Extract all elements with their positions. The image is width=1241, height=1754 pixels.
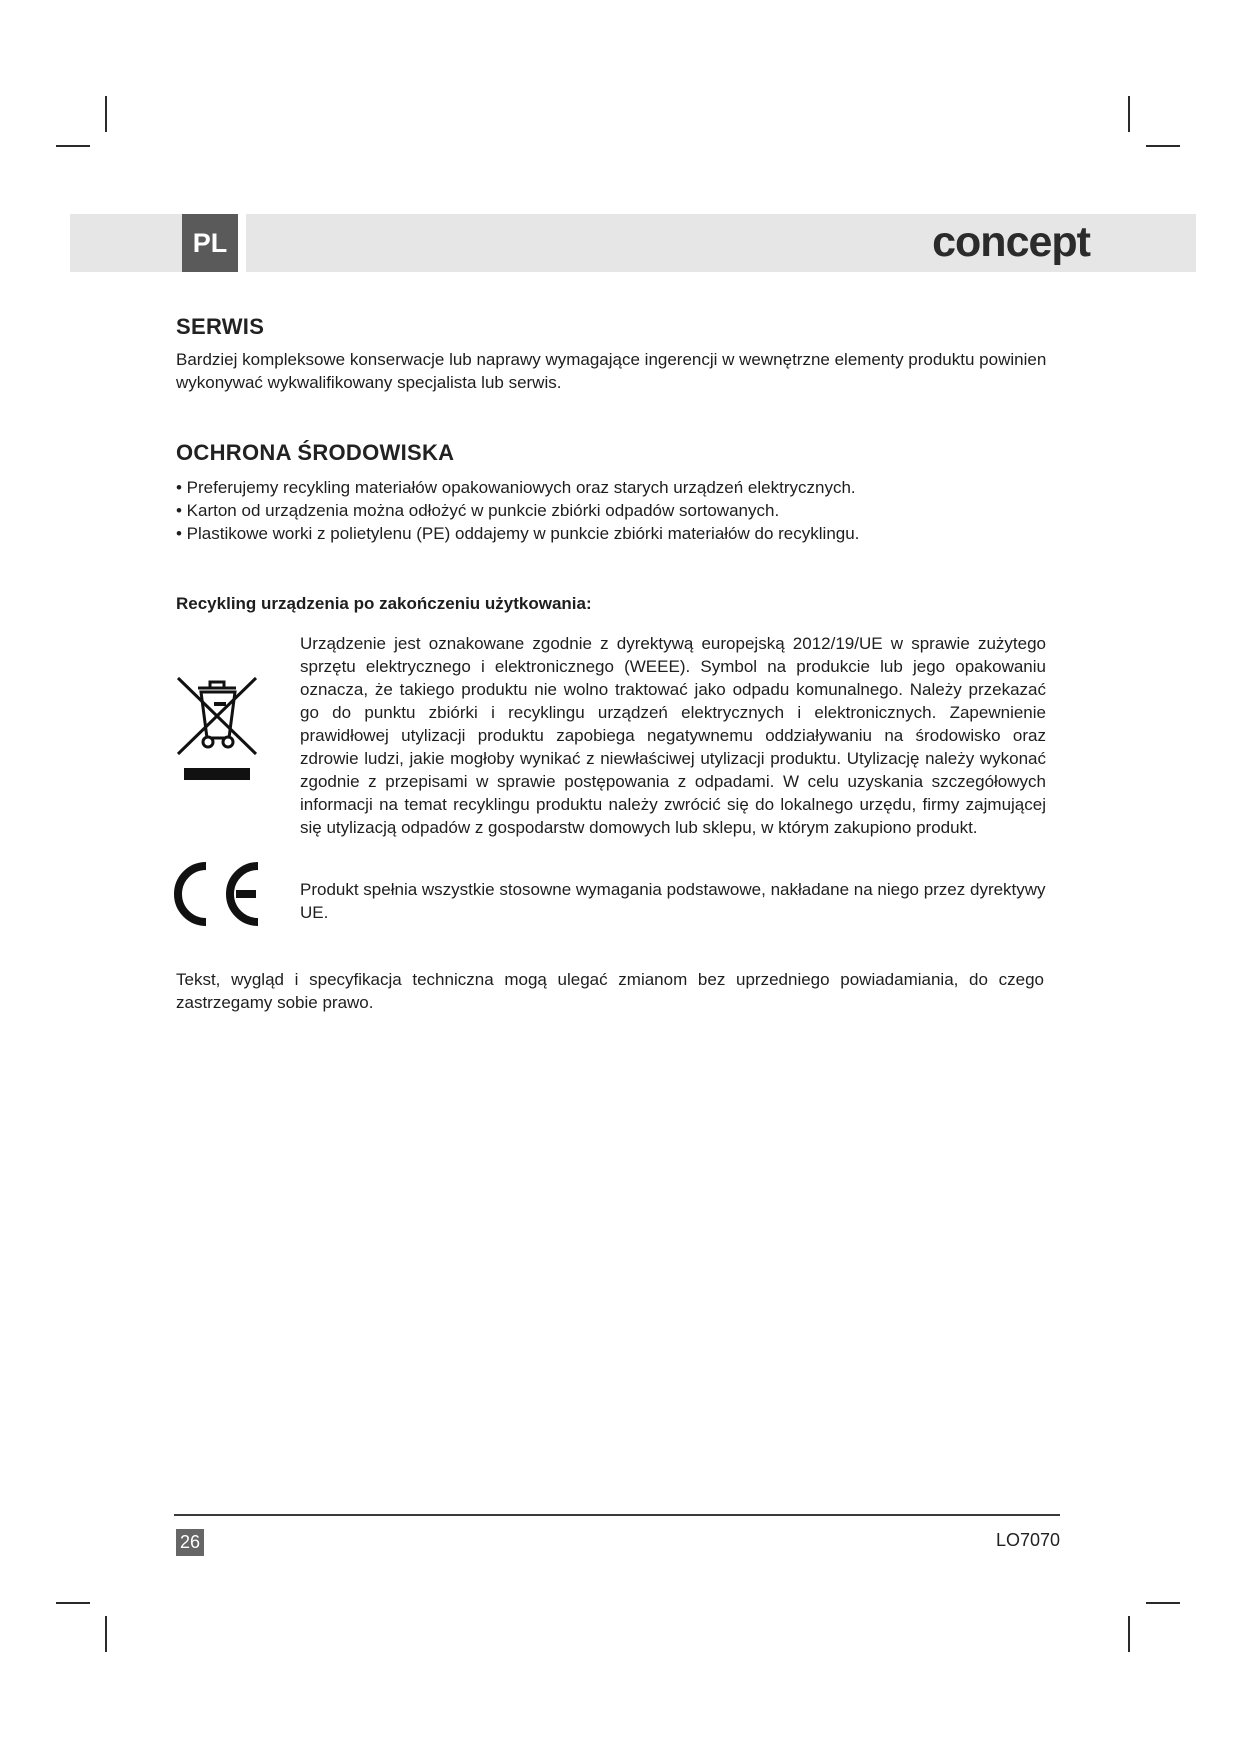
ce-block	[300, 878, 1046, 924]
section-recycling	[176, 592, 1060, 615]
section-environment	[176, 440, 1060, 545]
crop-mark	[1128, 1616, 1130, 1652]
environment-bullet: • Plastikowe worki z polietylenu (PE) oddajemy w punkcie zbiórki materiałów do recyklingu.	[176, 524, 860, 543]
section-serwis	[176, 314, 1060, 394]
header-divider	[238, 214, 246, 272]
environment-bullet: • Preferujemy recykling materiałów opakowaniowych oraz starych urządzeń elektrycznych.	[176, 478, 856, 497]
ce-paragraph: Produkt spełnia wszystkie stosowne wymagania podstawowe, nakładane na niego przez dyrektywy UE.	[300, 880, 1046, 922]
crop-mark	[56, 1602, 90, 1604]
crop-mark	[1128, 96, 1130, 132]
recycling-paragraph: Urządzenie jest oznakowane zgodnie z dyrektywą europejską 2012/19/UE w sprawie zużytego sprzętu elektrycznego i elektronicznego (WEEE). Symbol na produkcie lub jego opakowaniu oznacza, że takiego produktu nie wolno traktować jako odpadu komunalnego. Należy przekazać go do punktu zbiórki i recyklingu urządzeń elektrycznych i elektronicznych. Zapewnienie prawidłowej utylizacji produktu zapobiega negatywnemu oddziaływaniu na środowisko oraz zdrowie ludzi, jakie mogłoby wynikać z niewłaściwej utylizacji produktu. Utylizację należy wykonać zgodnie z przepisami w sprawie postępowania z odpadami. W celu uzyskania szczegółowych informacji na temat recyklingu produktu należy zwrócić się do lokalnego urzędu, firmy zajmującej się utylizacją odpadów z gospodarstw domowych lub sklepu, w którym zakupiono produkt.	[300, 634, 1046, 837]
recycling-block	[300, 632, 1046, 839]
model-code: LO7070	[995, 1530, 1060, 1550]
crop-mark	[105, 96, 107, 132]
ce-mark-icon	[172, 858, 266, 930]
notice-paragraph: Tekst, wygląd i specyfikacja techniczna mogą ulegać zmianom bez uprzedniego powiadamiania, do czego zastrzegamy sobie prawo.	[176, 970, 1044, 1012]
language-badge: PL	[182, 214, 238, 272]
notice-block	[176, 968, 1044, 1014]
crop-mark	[105, 1616, 107, 1652]
weee-bin-icon	[176, 670, 258, 790]
section-title-serwis: SERWIS	[176, 314, 265, 339]
section-title-environment: OCHRONA ŚRODOWISKA	[176, 440, 455, 465]
footer-rule	[174, 1514, 1060, 1516]
environment-bullet: • Karton od urządzenia można odłożyć w punkcie zbiórki odpadów sortowanych.	[176, 501, 780, 520]
brand-logo: concept	[932, 218, 1090, 266]
crop-mark	[1146, 145, 1180, 147]
crop-mark	[1146, 1602, 1180, 1604]
recycling-title: Recykling urządzenia po zakończeniu użytkowania:	[176, 594, 592, 613]
serwis-paragraph: Bardziej kompleksowe konserwacje lub naprawy wymagające ingerencji w wewnętrzne elementy produktu powinien wykonywać wykwalifikowany specjalista lub serwis.	[176, 350, 1047, 392]
page-number: 26	[176, 1529, 204, 1556]
crop-mark	[56, 145, 90, 147]
